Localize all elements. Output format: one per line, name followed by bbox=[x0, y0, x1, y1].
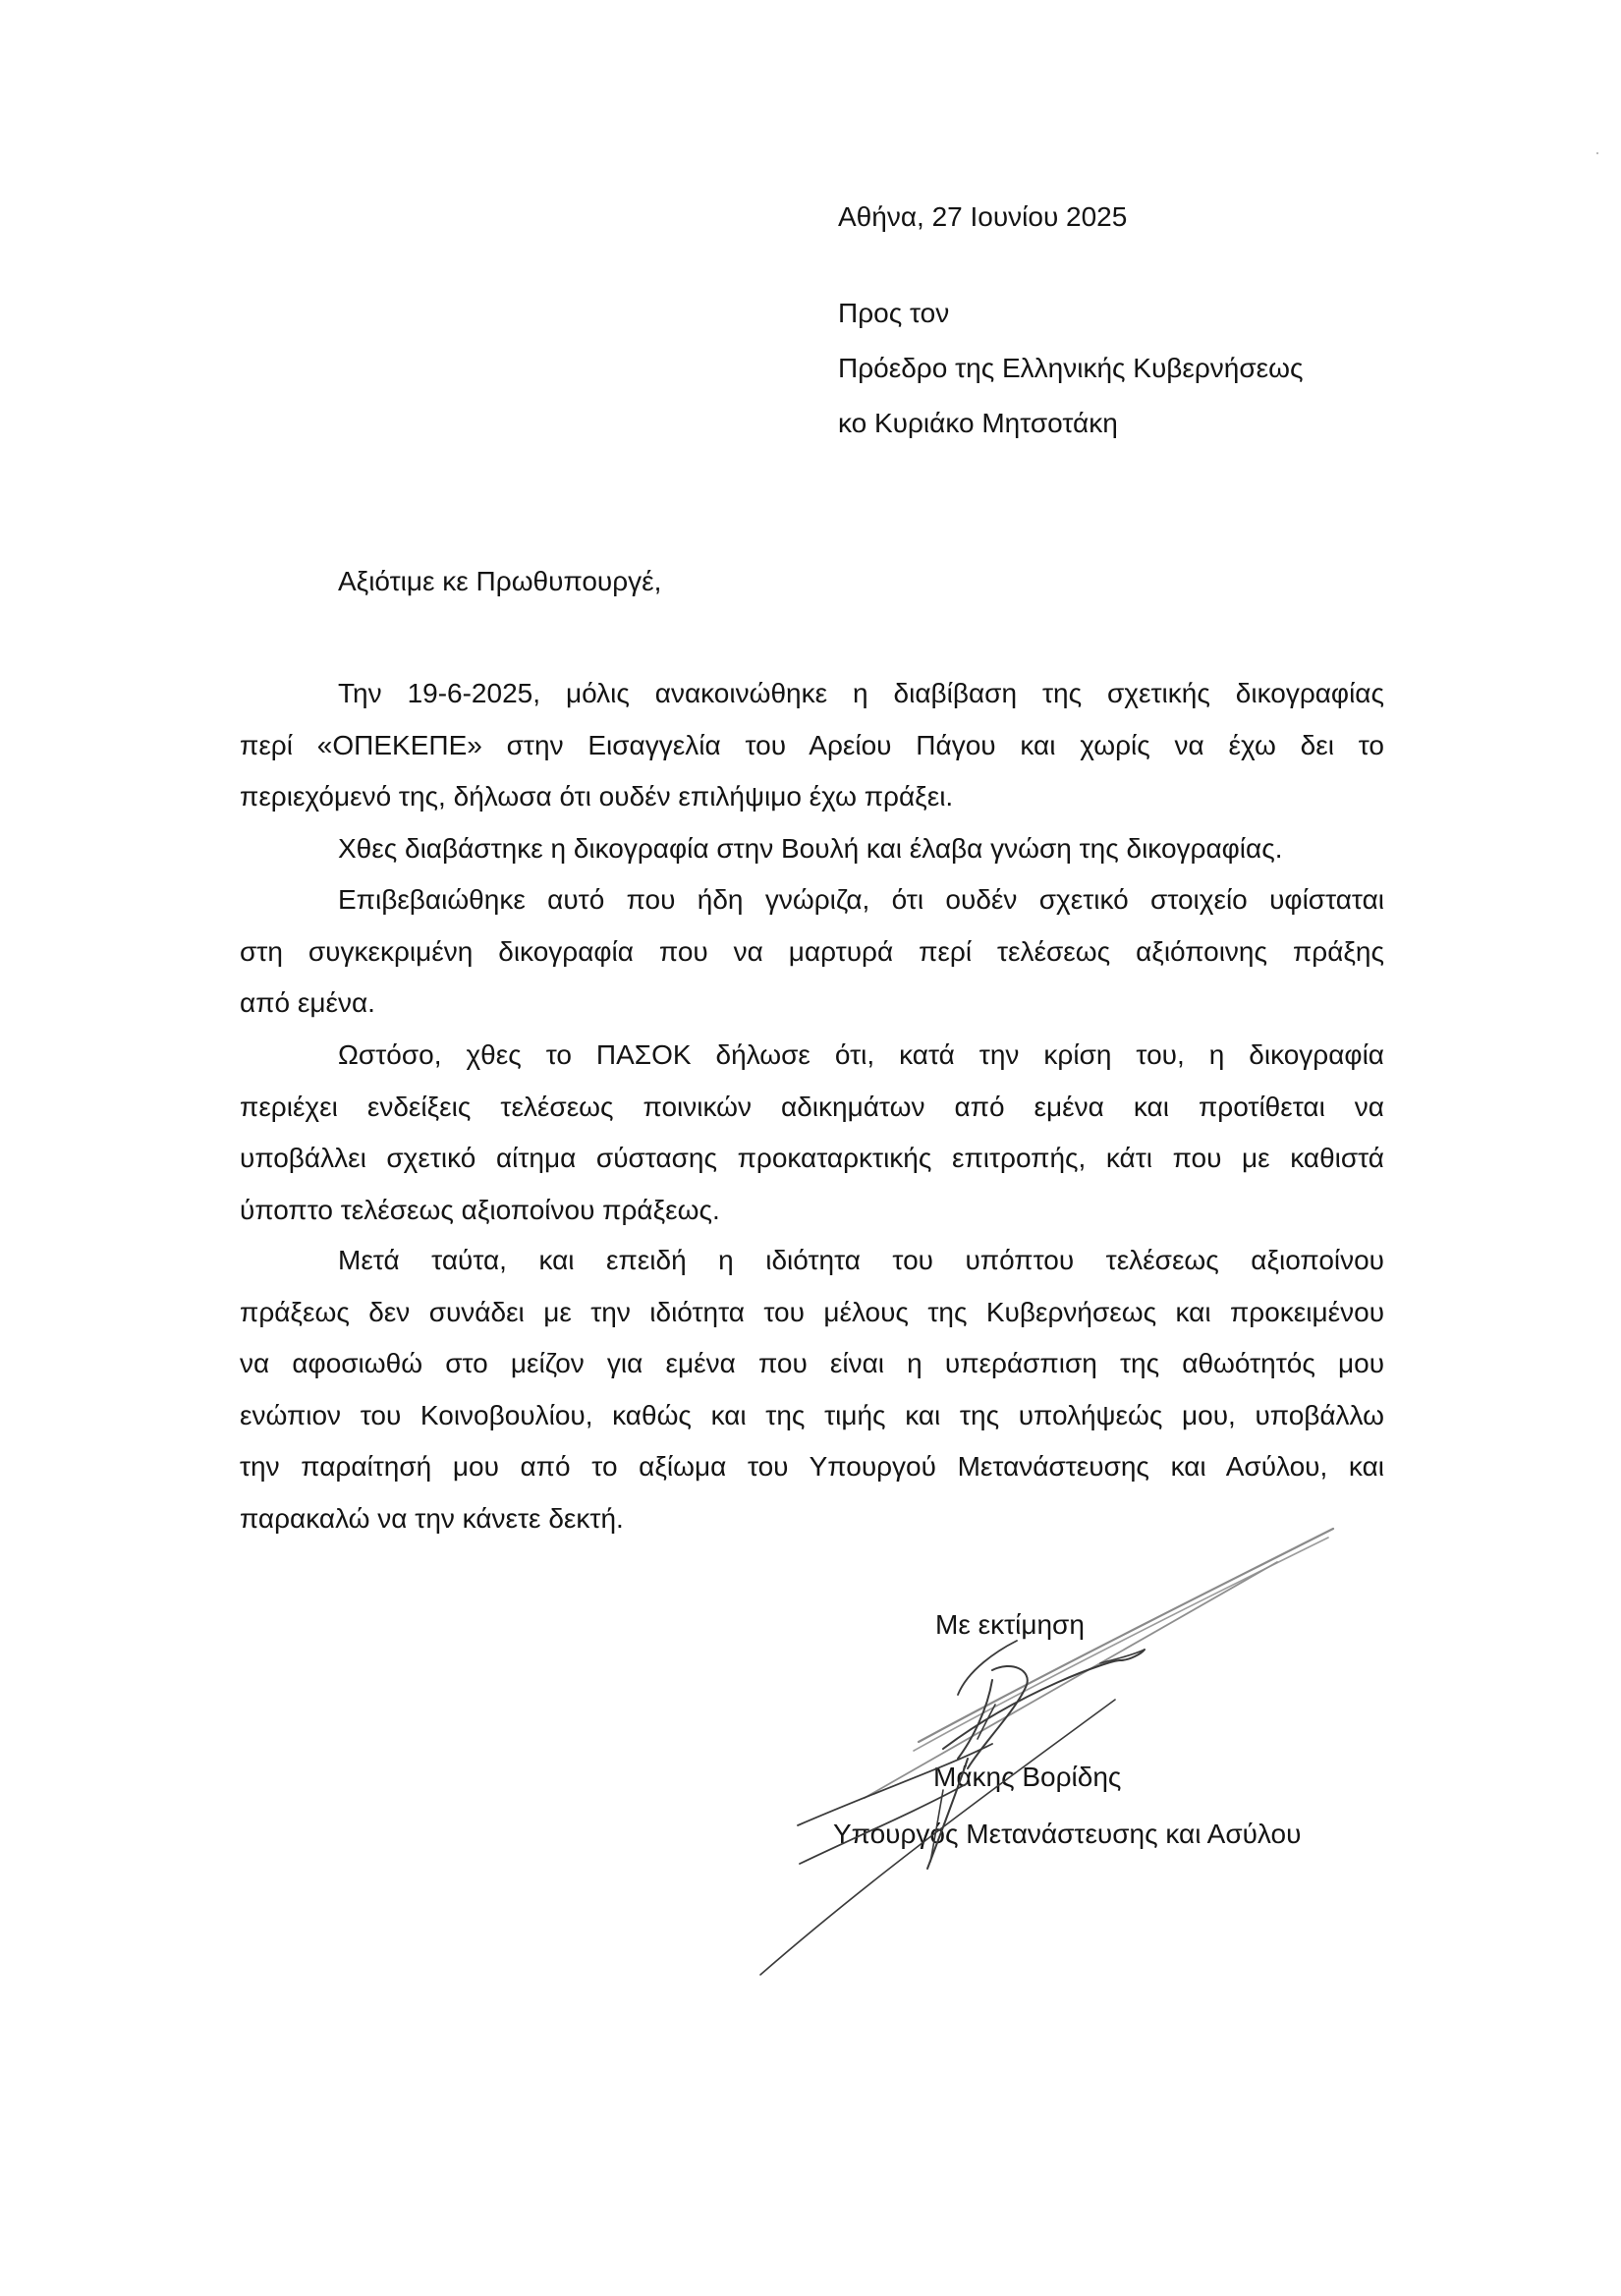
closing: Με εκτίμηση bbox=[935, 1609, 1085, 1640]
salutation: Αξιότιμε κε Πρωθυπουργέ, bbox=[338, 566, 662, 596]
body-line: Επιβεβαιώθηκε αυτό που ήδη γνώριζα, ότι ουδέν σχετικό στοιχείο υφίσταται bbox=[338, 884, 1384, 915]
body-paragraph-3 bbox=[240, 874, 1384, 1030]
date-line: Αθήνα, 27 Ιουνίου 2025 bbox=[838, 201, 1128, 232]
body-line: από εμένα. bbox=[240, 987, 375, 1018]
body-line: την παραίτησή μου από το αξίωμα του Υπουργού Μετανάστευσης και Ασύλου, και bbox=[240, 1451, 1384, 1482]
body-line: ενώπιον του Κοινοβουλίου, καθώς και της τιμής και της υπολήψεώς μου, υποβάλλω bbox=[240, 1399, 1384, 1430]
body-paragraph-4 bbox=[240, 1030, 1384, 1236]
body-line: Ωστόσο, χθες το ΠΑΣΟΚ δήλωσε ότι, κατά την κρίση του, η δικογραφία bbox=[338, 1039, 1384, 1070]
scan-speck bbox=[1596, 152, 1598, 154]
body-paragraph-2 bbox=[240, 823, 1384, 875]
recipient-line-1: Προς τον bbox=[838, 298, 950, 328]
body-line: Την 19-6-2025, μόλις ανακοινώθηκε η διαβίβαση της σχετικής δικογραφίας bbox=[338, 678, 1384, 708]
recipient-line-3: κο Κυριάκο Μητσοτάκη bbox=[838, 408, 1118, 438]
body-line: περιεχόμενό της, δήλωσα ότι ουδέν επιλήψιμο έχω πράξει. bbox=[240, 781, 954, 812]
body-line: ύποπτο τελέσεως αξιοποίνου πράξεως. bbox=[240, 1194, 720, 1225]
body-line: Μετά ταύτα, και επειδή η ιδιότητα του υπόπτου τελέσεως αξιοποίνου bbox=[338, 1245, 1384, 1275]
body-line: Χθες διαβάστηκε η δικογραφία στην Βουλή και έλαβα γνώση της δικογραφίας. bbox=[338, 833, 1283, 864]
body-line: να αφοσιωθώ στο μείζον για εμένα που είναι η υπεράσπιση της αθωότητός μου bbox=[240, 1348, 1384, 1378]
body-line: υποβάλλει σχετικό αίτημα σύστασης προκαταρκτικής επιτροπής, κάτι που με καθιστά bbox=[240, 1143, 1384, 1173]
body-line: περί «ΟΠΕΚΕΠΕ» στην Εισαγγελία του Αρείου Πάγου και χωρίς να έχω δει το bbox=[240, 729, 1384, 760]
signer-title: Υπουργός Μετανάστευσης και Ασύλου bbox=[833, 1819, 1302, 1849]
body-paragraph-5 bbox=[240, 1235, 1384, 1544]
body-line: στη συγκεκριμένη δικογραφία που να μαρτυρά περί τελέσεως αξιόποινης πράξης bbox=[240, 935, 1384, 967]
body-line: πράξεως δεν συνάδει με την ιδιότητα του μέλους της Κυβερνήσεως και προκειμένου bbox=[240, 1296, 1384, 1327]
recipient-line-2: Πρόεδρο της Ελληνικής Κυβερνήσεως bbox=[838, 353, 1304, 383]
body-line: περιέχει ενδείξεις τελέσεως ποινικών αδικημάτων από εμένα και προτίθεται να bbox=[240, 1091, 1384, 1122]
body-paragraph-1 bbox=[240, 668, 1384, 823]
body-line: παρακαλώ να την κάνετε δεκτή. bbox=[240, 1502, 624, 1534]
signer-name: Μάκης Βορίδης bbox=[933, 1762, 1122, 1792]
